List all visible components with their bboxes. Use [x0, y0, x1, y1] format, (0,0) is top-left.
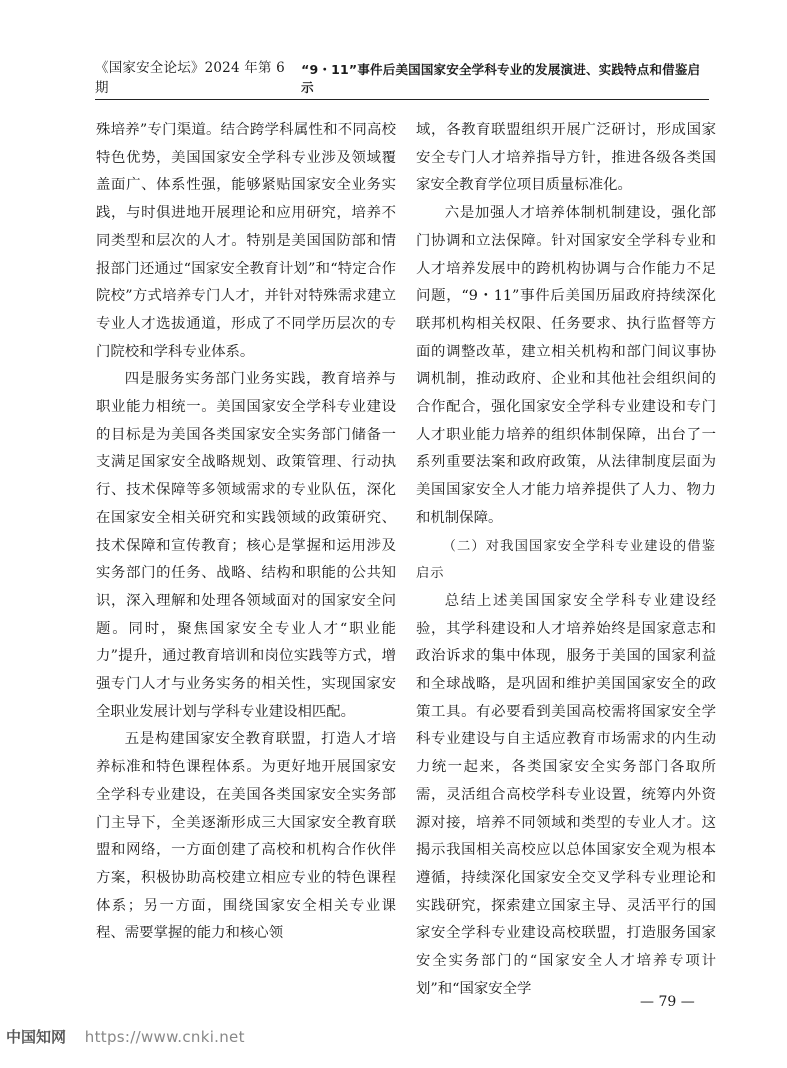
paragraph: 四是服务实务部门业务实践，教育培养与职业能力相统一。美国国家安全学科专业建设的目标是为美国各类国家安全实务部门储备一支满足国家安全战略规划、政策管理、行动执行、技术保障等多领域需求的专业队伍，深化在国家安全相关研究和实践领域的政策研究、技术保障和宣传教育；核心是掌握和运用涉及实务部门的任务、战略、结构和职能的公共知识，深入理解和处理各领域面对的国家安全问题。同时，聚焦国家安全专业人才“职业能力”提升，通过教育培训和岗位实践等方式，增强专门人才与业务实务的相关性，实现国家安全职业发展计划与学科专业建设相匹配。: [96, 371, 396, 720]
page-number: — 79 —: [640, 994, 695, 1010]
paragraph: 五是构建国家安全教育联盟，打造人才培养标准和特色课程体系。为更好地开展国家安全学科专业建设，在美国各类国家安全实务部门主导下，全美逐渐形成三大国家安全教育联盟和网络，一方面创建了高校和机构合作伙伴方案，积极协助高校建立相应专业的特色课程体系；另一方面，围绕国家安全相关专业课程、需要掌握的能力和核心领: [96, 731, 396, 942]
watermark: [6, 1026, 245, 1047]
left-column: [96, 117, 396, 948]
section-subheading: （二）对我国国家安全学科专业建设的借鉴启示: [416, 538, 716, 582]
cnki-url: https://www.cnki.net: [84, 1028, 245, 1046]
journal-issue: 《国家安全论坛》2024 年第 6 期: [95, 60, 285, 96]
paragraph: 殊培养”专门渠道。结合跨学科属性和不同高校特色优势，美国国家安全学科专业涉及领域覆盖面广、体系性强，能够紧贴国家安全业务实践，与时俱进地开展理论和应用研究，培养不同类型和层次的人才。特别是美国国防部和情报部门还通过“国家安全教育计划”和“特定合作院校”方式培养专门人才，并针对特殊需求建立专业人才选拔通道，形成了不同学历层次的专门院校和学科专业体系。: [96, 122, 396, 360]
header-rule: [95, 99, 709, 100]
paragraph: 域，各教育联盟组织开展广泛研讨，形成国家安全专门人才培养指导方针，推进各级各类国家安全教育学位项目质量标准化。: [416, 122, 716, 194]
right-column: [416, 117, 716, 1004]
running-head: [95, 60, 709, 96]
cnki-logo: 中国知网: [6, 1028, 67, 1046]
paragraph: 六是加强人才培养体制机制建设，强化部门协调和立法保障。针对国家安全学科专业和人才培养发展中的跨机构协调与合作能力不足问题，“9・11”事件后美国历届政府持续深化联邦机构相关权限、任务要求、执行监督等方面的调整改革，建立相关机构和部门间议事协调机制，推动政府、企业和其他社会组织间的合作配合，强化国家安全学科专业建设和专门人才职业能力培养的组织体制保障，出台了一系列重要法案和政府政策，从法律制度层面为美国国家安全人才能力培养提供了人力、物力和机制保障。: [416, 205, 716, 526]
article-title: “9・11”事件后美国国家安全学科专业的发展演进、实践特点和借鉴启示: [301, 62, 701, 95]
paragraph: 总结上述美国国家安全学科专业建设经验，其学科建设和人才培养始终是国家意志和政治诉求的集中体现，服务于美国的国家利益和全球战略，是巩固和维护美国国家安全的政策工具。有必要看到美国高校需将国家安全学科专业建设与自主适应教育市场需求的内生动力统一起来，各类国家安全实务部门各取所需，灵活组合高校学科专业设置，统筹内外资源对接，培养不同领域和类型的专业人才。这揭示我国相关高校应以总体国家安全观为根本遵循，持续深化国家安全交叉学科专业理论和实践研究，探索建立国家主导、灵活平行的国家安全学科专业建设高校联盟，打造服务国家安全实务部门的“国家安全人才培养专项计划”和“国家安全学: [416, 592, 716, 997]
